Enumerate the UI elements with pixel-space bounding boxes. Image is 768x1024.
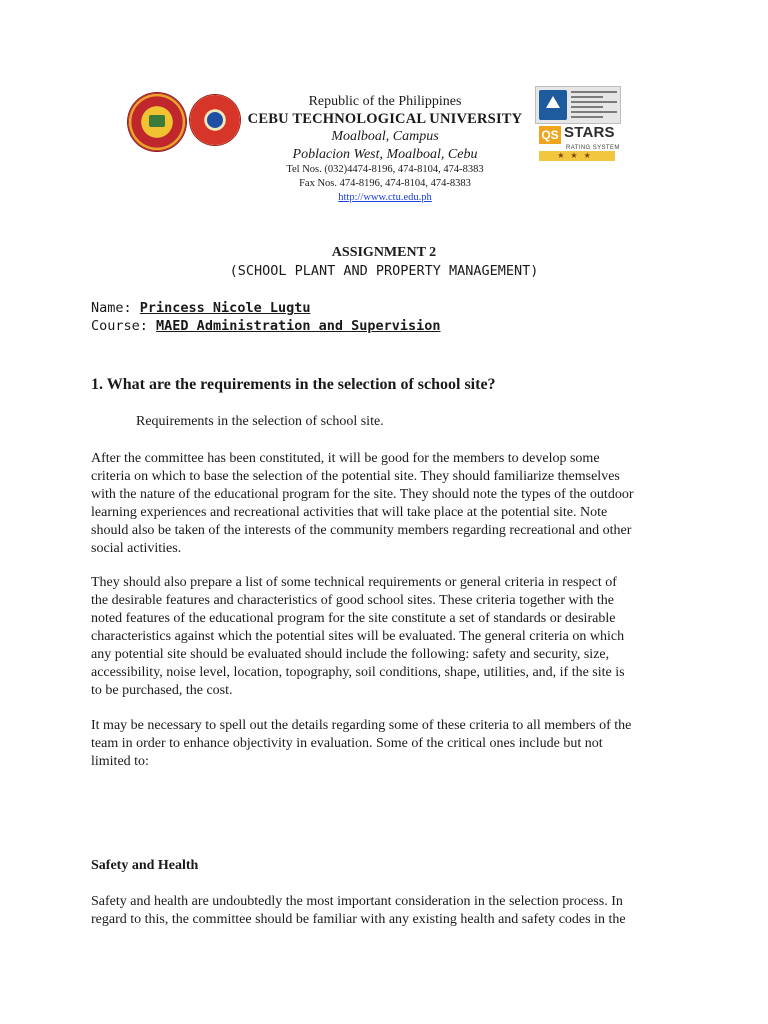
university-name: CEBU TECHNOLOGICAL UNIVERSITY [247, 111, 523, 127]
telephone-numbers: Tel Nos. (032)4474-8196, 474-8104, 474-8383 [286, 164, 484, 175]
text-line: limited to: [91, 754, 149, 769]
text-line: any potential site should be evaluated should include the following: safety and security, size, [91, 647, 610, 662]
campus-address: Poblacion West, Moalboal, Cebu [292, 147, 478, 162]
text-line: accessibility, noise level, location, topography, soil conditions, shape, utilities, and, if the site is [91, 665, 625, 680]
campus-seal-logo [190, 95, 240, 145]
fax-numbers: Fax Nos. 474-8196, 474-8104, 474-8383 [299, 178, 471, 189]
text-line: regard to this, the committee should be familiar with any existing health and safety codes in the [91, 912, 626, 927]
iso-certificate-badge [535, 86, 621, 124]
website-link[interactable]: http://www.ctu.edu.ph [338, 192, 432, 203]
text-line: with the nature of the educational program for the site. They should note the types of the outdoor [91, 487, 634, 502]
course-label: Course: [91, 318, 148, 334]
text-line: After the committee has been constituted, it will be good for the members to develop some [91, 451, 600, 466]
name-label: Name: [91, 300, 132, 316]
assignment-title: ASSIGNMENT 2 [331, 245, 437, 260]
paragraph-3 [91, 717, 681, 771]
student-name-row [91, 300, 310, 316]
text-line: Safety and health are undoubtedly the most important consideration in the selection process. In [91, 894, 623, 909]
text-line: should also be taken of the interests of the community members regarding recreational and other [91, 523, 632, 538]
text-line: learning experiences and recreational activities that will take place at the potential site. Note [91, 505, 608, 520]
tuv-logo-icon [539, 90, 567, 120]
certification-badges [533, 85, 621, 161]
campus-name: Moalboal, Campus [331, 129, 439, 144]
student-course: MAED Administration and Supervision [156, 318, 441, 334]
text-line: It may be necessary to spell out the details regarding some of these criteria to all members of the [91, 718, 632, 733]
republic-line: Republic of the Philippines [308, 94, 462, 109]
section-heading: Safety and Health [91, 858, 199, 873]
qs-stars-badge [539, 125, 619, 145]
assignment-subtitle: (SCHOOL PLANT AND PROPERTY MANAGEMENT) [229, 263, 539, 279]
intro-line: Requirements in the selection of school site. [136, 414, 384, 429]
university-seal-logo [128, 93, 186, 151]
qs-stars-label: STARS [564, 124, 615, 141]
text-line: to be purchased, the cost. [91, 683, 233, 698]
paragraph-1 [91, 450, 681, 558]
text-line: team in order to enhance objectivity in evaluation. Some of the critical ones include but not [91, 736, 603, 751]
star-rating-icon: ★★★ [539, 151, 615, 161]
paragraph-2 [91, 574, 681, 700]
text-line: characteristics against which the potential sites will be evaluated. The general criteria on which [91, 629, 625, 644]
text-line: criteria on which to base the selection of the potential site. They should familiarize themselves [91, 469, 620, 484]
text-line: the desirable features and characteristics of good school sites. These criteria together with the [91, 593, 614, 608]
qs-rating-label: RATING SYSTEM [566, 145, 620, 151]
text-line: They should also prepare a list of some technical requirements or general criteria in respect of [91, 575, 617, 590]
student-course-row [91, 318, 441, 334]
text-line: social activities. [91, 541, 182, 556]
paragraph-safety [91, 893, 681, 929]
student-name: Princess Nicole Lugtu [139, 300, 311, 316]
question-heading: 1. What are the requirements in the selection of school site? [91, 376, 496, 393]
qs-logo-icon: QS [539, 126, 561, 144]
text-line: noted features of the educational program for the site constitute a set of standards or desirable [91, 611, 616, 626]
